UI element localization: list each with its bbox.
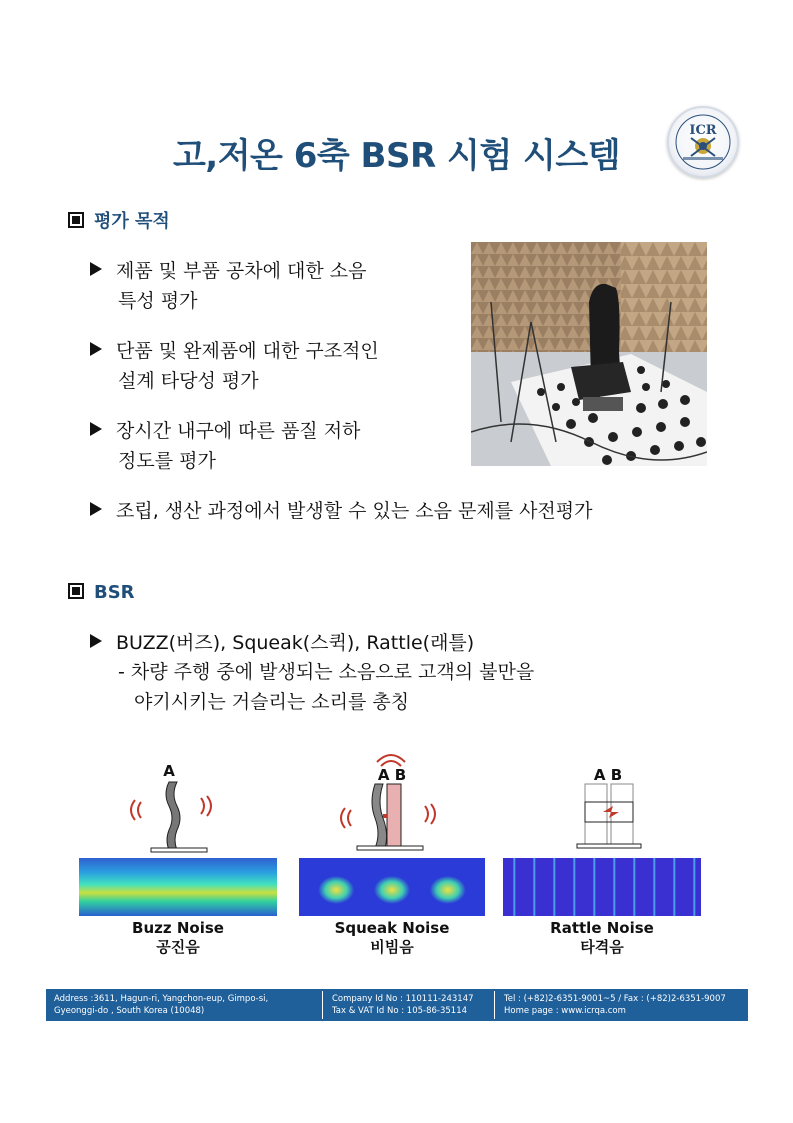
list-item: 조립, 생산 과정에서 발생할 수 있는 소음 문제를 사전평가 — [90, 496, 730, 526]
footer-bar — [46, 989, 748, 1021]
homepage-link[interactable]: Home page : www.icrqa.com — [504, 1006, 626, 1016]
list-item: 제품 및 부품 공차에 대한 소음 특성 평가 — [90, 256, 460, 316]
impact-icon — [573, 782, 653, 854]
page-title: 고,저온 6축 BSR 시험 시스템 — [172, 136, 621, 176]
footer-contact: Tel : (+82)2-6351-9001~5 / Fax : (+82)2-6351-9007 Home page : www.icrqa.com — [504, 994, 726, 1016]
section-heading-bsr: BSR — [68, 582, 135, 603]
buzz-noise-diagram: A Buzz Noise 공진음 — [79, 762, 277, 957]
vibration-icon — [119, 780, 239, 855]
logo-text: ICR — [689, 123, 717, 138]
section-heading-evaluation: 평가 목적 — [68, 207, 170, 233]
triangle-bullet-icon — [90, 502, 102, 516]
triangle-bullet-icon — [90, 262, 102, 276]
icr-logo — [667, 106, 739, 178]
squeak-spectrogram — [299, 858, 485, 916]
triangle-bullet-icon — [90, 342, 102, 356]
friction-icon — [329, 782, 449, 854]
list-item: 장시간 내구에 따른 품질 저하 정도를 평가 — [90, 416, 460, 476]
triangle-bullet-icon — [90, 634, 102, 648]
footer-company: Company Id No : 110111-243147 Tax & VAT Id No : 105-86-35114 — [332, 994, 474, 1016]
logo-emblem-icon — [669, 108, 737, 176]
checkbox-square-icon — [68, 583, 84, 599]
list-item: BUZZ(버즈), Squeak(스퀵), Rattle(래틀) — [90, 628, 730, 658]
buzz-spectrogram — [79, 858, 277, 916]
bsr-description: - 차량 주행 중에 발생되는 소음으로 고객의 불만을 야기시키는 거슬리는 소리를 총칭 — [118, 661, 535, 713]
footer-divider — [494, 991, 495, 1019]
footer-divider — [322, 991, 323, 1019]
triangle-bullet-icon — [90, 422, 102, 436]
checkbox-square-icon — [68, 212, 84, 228]
footer-address: Address :3611, Hagun-ri, Yangchon-eup, Gimpo-si, Gyeonggi-do , South Korea (10048) — [54, 994, 269, 1016]
test-chamber-photo — [471, 242, 707, 466]
squeak-noise-diagram: A B Squeak Noise 비빔음 — [299, 752, 485, 957]
rattle-spectrogram — [503, 858, 701, 916]
list-item: 단품 및 완제품에 대한 구조적인 설계 타당성 평가 — [90, 336, 460, 396]
rattle-noise-diagram: A B Rattle Noise 타격음 — [503, 762, 701, 957]
